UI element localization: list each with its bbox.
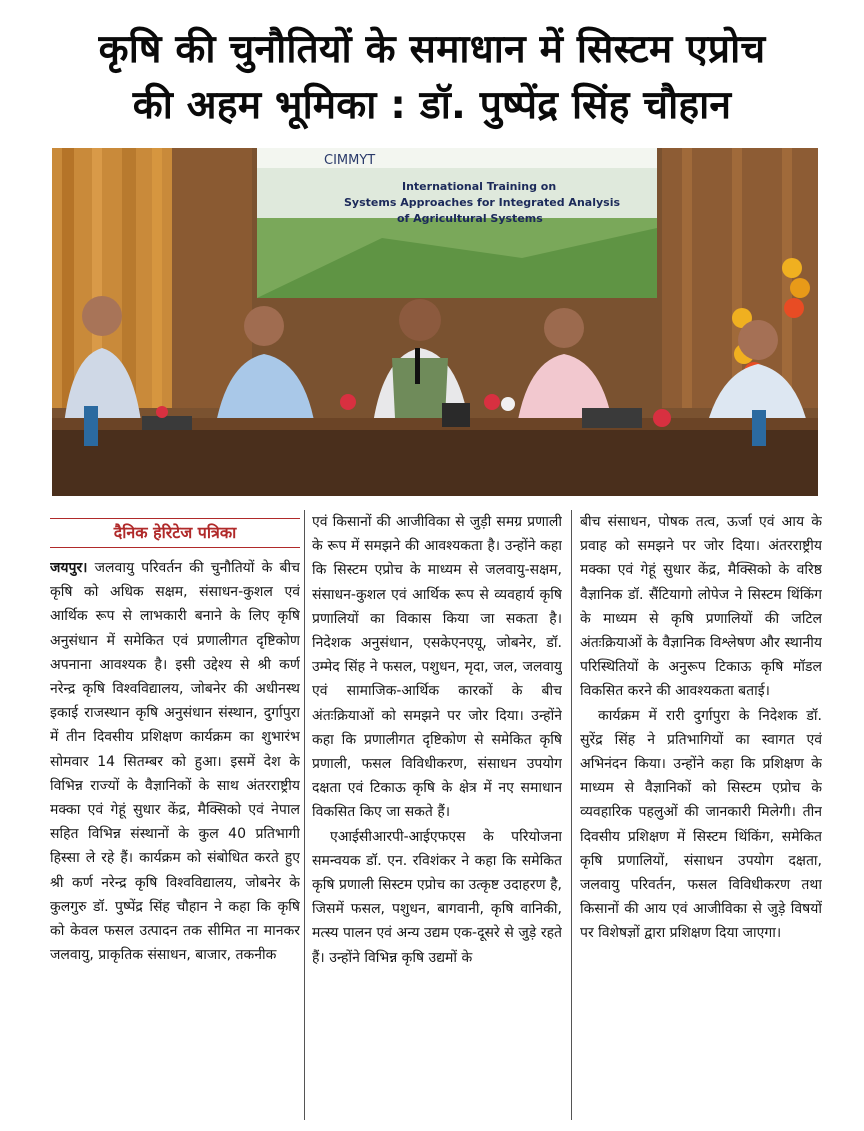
water-bottle-icon [84, 406, 98, 446]
headline-line-2: की अहम भूमिका : डॉ. पुष्पेंद्र सिंह चौहान [132, 83, 732, 128]
column-divider [571, 510, 572, 1120]
headline-line-1: कृषि की चुनौतियों के समाधान में सिस्टम एप्रोच [98, 27, 766, 72]
paragraph: एआईसीआरपी-आईएफएस के परियोजना समन्वयक डॉ. एन. रविशंकर ने कहा कि समेकित कृषि प्रणाली सिस्टम एप्रोच का उत्कृष्ट उदाहरण है, जिसमें फसल, पशुधन, बागवानी, कृषि वानिकी, मत्स्य पालन एवं अन्य उद्यम एक-दूसरे से जुड़े रहते हैं। उन्होंने विभिन्न कृषि उद्यमों के [312, 828, 562, 966]
paragraph: बीच संसाधन, पोषक तत्व, ऊर्जा एवं आय के प्रवाह को समझने पर जोर दिया। अंतरराष्ट्रीय मक्का एवं गेहूं सुधार केंद्र, मैक्सिको के वरिष्ठ वैज्ञानिक डॉ. सैंटियागो लोपेज ने सिस्टम थिंकिंग के माध्यम से कृषि प्रणालियों की जटिल अंतःक्रियाओं के वैज्ञानिक विश्लेषण और स्थानीय परिस्थितियों के अनुरूप टिकाऊ कृषि मॉडल विकसित करने की आवश्यकता बताई। [580, 514, 822, 700]
dateline: जयपुर। [50, 560, 88, 576]
banner-line-1: International Training on [402, 180, 557, 193]
paragraph: कार्यक्रम में रारी दुर्गापुरा के निदेशक डॉ. सुरेंद्र सिंह ने प्रतिभागियों का स्वागत एवं अभिनंदन किया। उन्होंने कहा कि प्रशिक्षण के माध्यम से वैज्ञानिकों को सिस्टम एप्रोच के व्यवहारिक पहलुओं की जानकारी मिलेगी। तीन दिवसीय प्रशिक्षण में सिस्टम थिंकिंग, समेकित कृषि प्रणालियों, संसाधन उपयोग दक्षता, जलवायु परिवर्तन, फसल विविधीकरण तथा किसानों की आय एवं आजीविका से जुड़े विषयों पर विशेषज्ञों द्वारा प्रशिक्षण दिया जाएगा। [580, 707, 822, 942]
article-column-1 [50, 556, 300, 967]
article-column-3 [580, 510, 822, 946]
banner-logo: CIMMYT [324, 153, 376, 168]
paragraph: एवं किसानों की आजीविका से जुड़ी समग्र प्रणाली के रूप में समझने की आवश्यकता है। उन्होंने कहा कि सिस्टम एप्रोच के माध्यम से जलवायु-सक्षम, संसाधन-कुशल एवं आर्थिक रूप से व्यवहार्य कृषि प्रणालियों का विकास किया जा सकता है। निदेशक अनुसंधान, एसकेएनएयू, जोबनेर, डॉ. उम्मेद सिंह ने फसल, पशुधन, मृदा, जल, जलवायु एवं सामाजिक-आर्थिक कारकों के बीच अंतःक्रियाओं को समझने पर जोर दिया। उन्होंने कहा कि प्रणालीगत दृष्टिकोण से समेकित कृषि प्रणाली, फसल विविधीकरण, संसाधन उपयोग दक्षता एवं टिकाऊ कृषि के क्षेत्र में नए समाधान विकसित किए जा सकते हैं। [312, 514, 562, 821]
paragraph: जलवायु परिवर्तन की चुनौतियों के बीच कृषि को अधिक सक्षम, संसाधन-कुशल एवं आर्थिक रूप से लाभकारी बनाने के लिए कृषि अनुसंधान में समेकित एवं प्रणालीगत दृष्टिकोण अपनाना आवश्यक है। इसी उद्देश्य से श्री कर्ण नरेन्द्र कृषि विश्वविद्यालय, जोबनेर की अधीनस्थ इकाई राजस्थान कृषि अनुसंधान संस्थान, दुर्गापुरा में तीन दिवसीय प्रशिक्षण कार्यक्रम का शुभारंभ सोमवार 14 सितम्बर को हुआ। इसमें देश के विभिन्न राज्यों के वैज्ञानिकों के साथ अंतरराष्ट्रीय मक्का एवं गेहूं सुधार केंद्र, मैक्सिको एवं नेपाल सहित विभिन्न संस्थानों के कुल 40 प्रतिभागी हिस्सा ले रहे हैं। कार्यक्रम को संबोधित करते हुए श्री कर्ण नरेन्द्र कृषि विश्वविद्यालय, जोबनेर के कुलगुरु डॉ. पुष्पेंद्र सिंह चौहान ने कहा कि कृषि को केवल फसल उत्पादन तक सीमित ना मानकर जलवायु, प्राकृतिक संसाधन, बाजार, तकनीक [50, 560, 300, 964]
newspaper-source: दैनिक हेरिटेज पत्रिका [50, 518, 300, 548]
news-photo [52, 148, 818, 496]
headline [14, 22, 850, 134]
article-column-2 [312, 510, 562, 970]
banner-line-3: of Agricultural Systems [397, 212, 543, 225]
water-bottle-icon [752, 410, 766, 446]
column-divider [304, 510, 305, 1120]
banner-line-2: Systems Approaches for Integrated Analysis [344, 196, 621, 209]
